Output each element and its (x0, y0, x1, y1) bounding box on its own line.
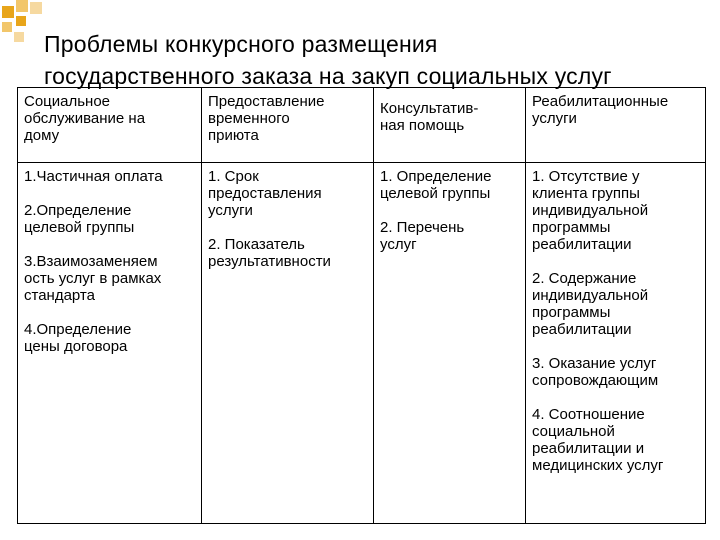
orange-square (30, 2, 42, 14)
list-item: 4.Определение цены договора (24, 321, 132, 355)
column-temporary-shelter (202, 163, 374, 524)
orange-square (2, 6, 14, 18)
list-item: 3.Взаимозаменяем ость услуг в рамках стандарта (24, 253, 162, 304)
list-item: 1. Определение целевой группы (380, 168, 492, 202)
column-home-service (18, 163, 202, 524)
list-item: 1. Отсутствие у клиента группы индивидуальной программы реабилитации (532, 168, 649, 253)
table-header-row (18, 88, 706, 163)
problems-table (17, 87, 706, 524)
list-item: 2. Показатель результативности (208, 236, 331, 270)
list-item: 1.Частичная оплата (24, 168, 163, 185)
column-rehabilitation (526, 163, 706, 524)
title-line-2: государственного заказа на закуп социальных услуг (44, 63, 612, 89)
page-title (44, 28, 704, 92)
header-temporary-shelter: Предоставление временного приюта (202, 88, 374, 163)
orange-square (2, 22, 12, 32)
orange-square (14, 32, 24, 42)
column-consulting (374, 163, 526, 524)
orange-square (16, 16, 26, 26)
title-line-1: Проблемы конкурсного размещения (44, 31, 438, 57)
orange-square (16, 0, 28, 12)
header-rehabilitation: Реабилитационные услуги (526, 88, 706, 163)
header-consulting: Консультатив- ная помощь (374, 88, 526, 163)
list-item: 2. Перечень услуг (380, 219, 465, 253)
list-item: 1. Срок предоставления услуги (208, 168, 322, 219)
list-item: 3. Оказание услуг сопровождающим (532, 355, 659, 389)
header-home-service: Социальное обслуживание на дому (18, 88, 202, 163)
table-row (18, 163, 706, 524)
list-item: 4. Соотношение социальной реабилитации и медицинских услуг (532, 406, 664, 474)
list-item: 2.Определение целевой группы (24, 202, 135, 236)
list-item: 2. Содержание индивидуальной программы реабилитации (532, 270, 649, 338)
